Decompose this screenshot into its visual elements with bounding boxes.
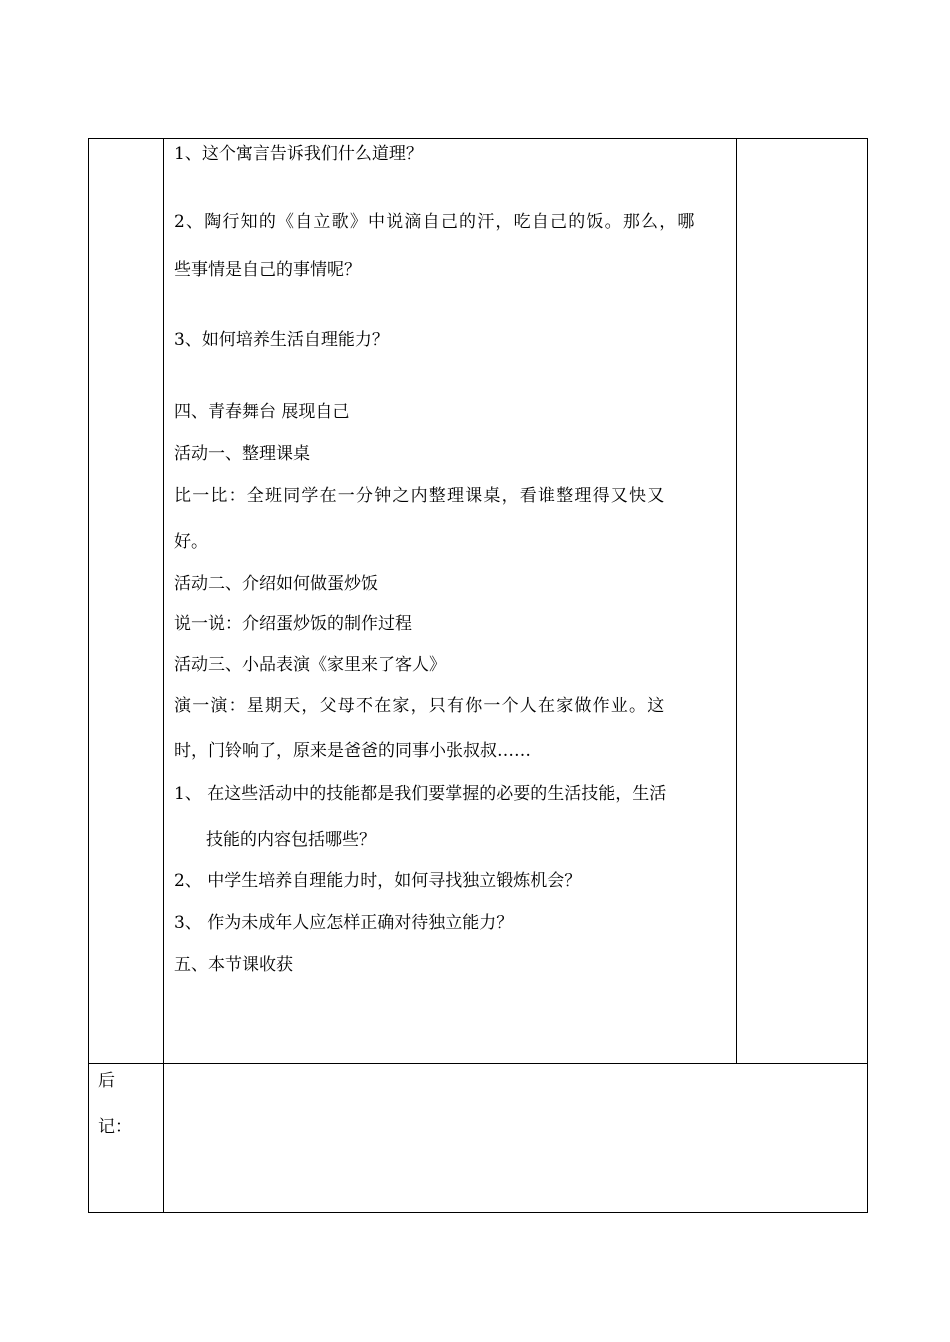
question-1: 1、这个寓言告诉我们什么道理？	[174, 144, 423, 164]
activity-1-desc-cont: 好。	[174, 532, 208, 552]
discussion-1-cont: 技能的内容包括哪些？	[206, 830, 376, 850]
discussion-2: 2、 中学生培养自理能力时，如何寻找独立锻炼机会？	[174, 871, 582, 891]
discussion-1: 1、 在这些活动中的技能都是我们要掌握的必要的生活技能，生活	[174, 784, 667, 804]
afterword-label-1: 后	[98, 1071, 115, 1091]
activity-1-desc: 比一比：全班同学在一分钟之内整理课桌，看谁整理得又快又	[174, 486, 666, 506]
activity-1-title: 活动一、整理课桌	[174, 444, 310, 464]
column-divider-left	[163, 138, 164, 1213]
section-heading-5: 五、本节课收获	[174, 955, 293, 975]
activity-3-desc: 演一演：星期天，父母不在家，只有你一个人在家做作业。这	[174, 696, 666, 716]
section-heading-4: 四、青春舞台 展现自己	[174, 402, 350, 422]
activity-3-desc-cont: 时，门铃响了，原来是爸爸的同事小张叔叔……	[174, 741, 531, 761]
column-divider-right	[736, 138, 737, 1063]
question-3: 3、如何培养生活自理能力？	[174, 330, 389, 350]
afterword-label-2: 记：	[98, 1117, 132, 1137]
row-divider	[88, 1063, 868, 1064]
question-2-cont: 些事情是自己的事情呢？	[174, 260, 361, 280]
activity-3-title: 活动三、小品表演《家里来了客人》	[174, 655, 446, 675]
activity-2-title: 活动二、介绍如何做蛋炒饭	[174, 574, 378, 594]
question-2: 2、陶行知的《自立歌》中说滴自己的汗，吃自己的饭。那么，哪	[174, 212, 696, 232]
activity-2-desc: 说一说：介绍蛋炒饭的制作过程	[174, 614, 412, 634]
discussion-3: 3、 作为未成年人应怎样正确对待独立能力？	[174, 913, 514, 933]
